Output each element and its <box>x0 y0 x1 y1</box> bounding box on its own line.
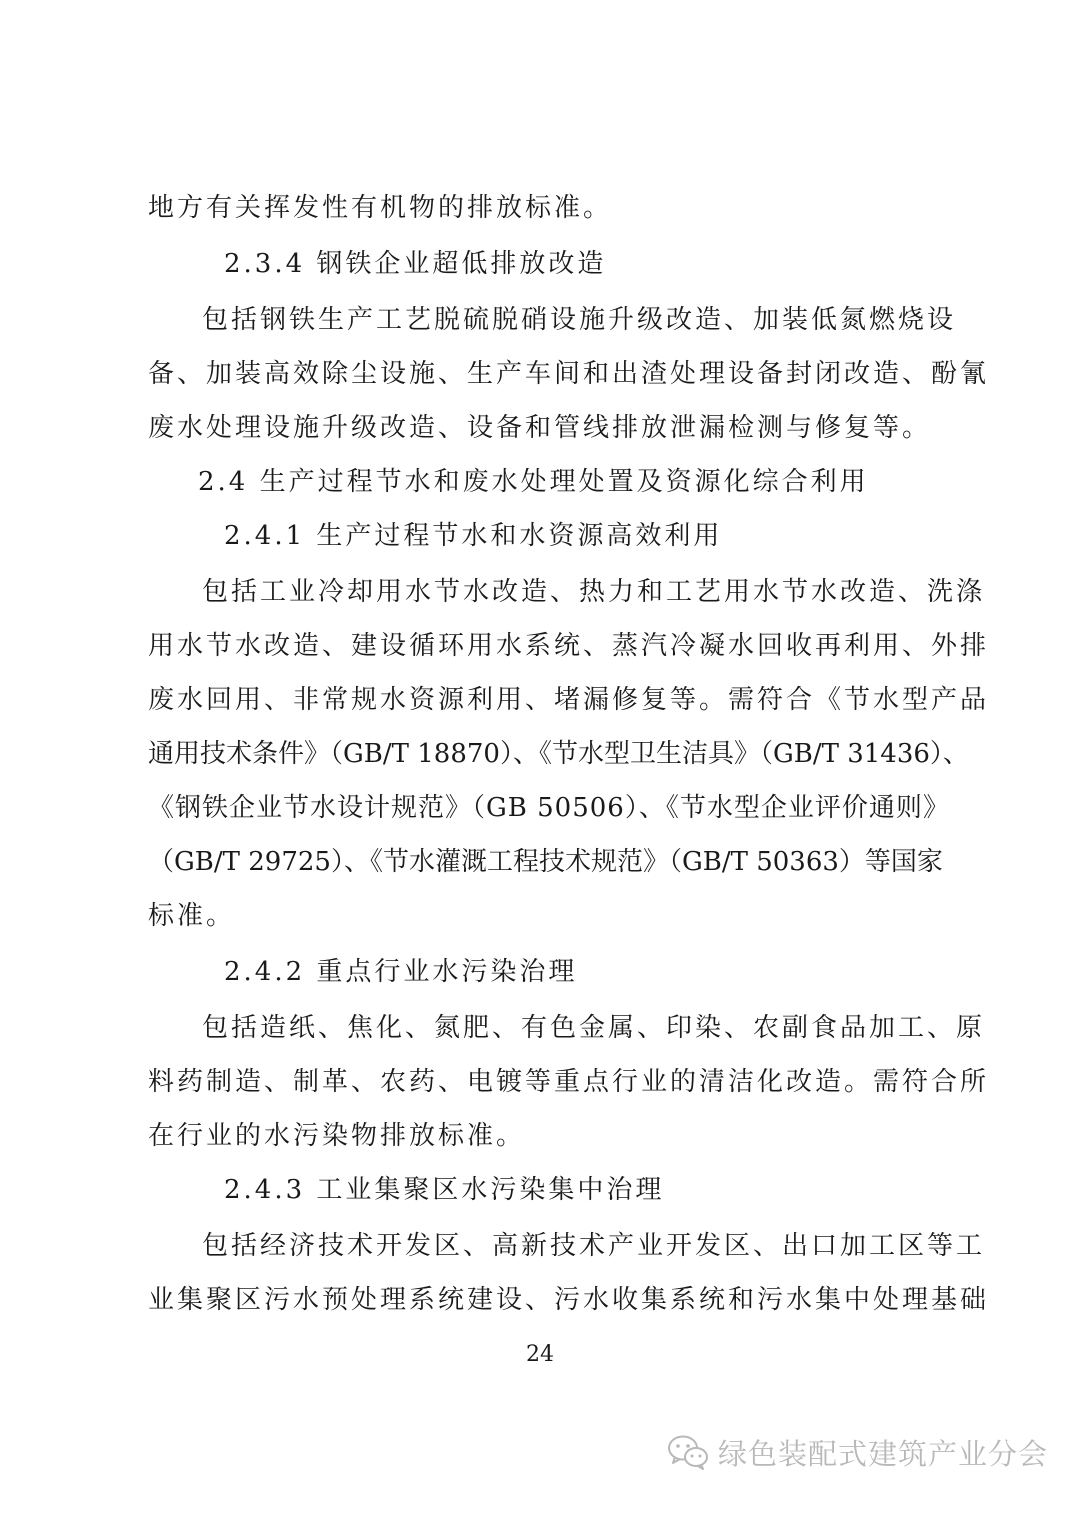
paragraph-line: 废水回用、非常规水资源利用、堵漏修复等。需符合《节水型产品 <box>148 685 990 715</box>
paragraph-line: 用水节水改造、建设循环用水系统、蒸汽冷凝水回收再利用、外排 <box>148 631 990 661</box>
paragraph-line: 地方有关挥发性有机物的排放标准。 <box>148 193 613 223</box>
paragraph-line: 包括钢铁生产工艺脱硫脱硝设施升级改造、加装低氮燃烧设 <box>202 305 957 335</box>
paragraph-line: 废水处理设施升级改造、设备和管线排放泄漏检测与修复等。 <box>148 413 932 443</box>
paragraph-line: 包括造纸、焦化、氮肥、有色金属、印染、农副食品加工、原 <box>202 1013 986 1043</box>
paragraph-line: 包括经济技术开发区、高新技术产业开发区、出口加工区等工 <box>202 1231 986 1261</box>
section-heading-2-4: 2.4 生产过程节水和废水处理处置及资源化综合利用 <box>198 467 869 497</box>
section-heading-2-4-1: 2.4.1 生产过程节水和水资源高效利用 <box>224 521 723 551</box>
section-heading-2-4-3: 2.4.3 工业集聚区水污染集中治理 <box>224 1175 665 1205</box>
page-number: 24 <box>526 1342 554 1367</box>
paragraph-line: 包括工业冷却用水节水改造、热力和工艺用水节水改造、洗涤 <box>202 577 986 607</box>
section-heading-2-4-2: 2.4.2 重点行业水污染治理 <box>224 957 578 987</box>
paragraph-line: 业集聚区污水预处理系统建设、污水收集系统和污水集中处理基础 <box>148 1285 990 1315</box>
paragraph-line: 备、加装高效除尘设施、生产车间和出渣处理设备封闭改造、酚氰 <box>148 359 990 389</box>
watermark <box>666 1428 1048 1476</box>
paragraph-line: 标准。 <box>148 901 236 931</box>
wechat-icon <box>666 1432 710 1472</box>
section-heading-2-3-4: 2.3.4 钢铁企业超低排放改造 <box>224 249 607 279</box>
paragraph-line: 料药制造、制革、农药、电镀等重点行业的清洁化改造。需符合所 <box>148 1067 990 1097</box>
paragraph-line: 《钢铁企业节水设计规范》（GB 50506）、《节水型企业评价通则》 <box>148 793 950 823</box>
paragraph-line: 通用技术条件》（GB/T 18870）、《节水型卫生洁具》（GB/T 31436）、 <box>148 739 969 769</box>
paragraph-line: 在行业的水污染物排放标准。 <box>148 1121 526 1151</box>
paragraph-line: （GB/T 29725）、《节水灌溉工程技术规范》（GB/T 50363）等国家 <box>148 847 943 877</box>
watermark-text: 绿色装配式建筑产业分会 <box>717 1436 1048 1471</box>
